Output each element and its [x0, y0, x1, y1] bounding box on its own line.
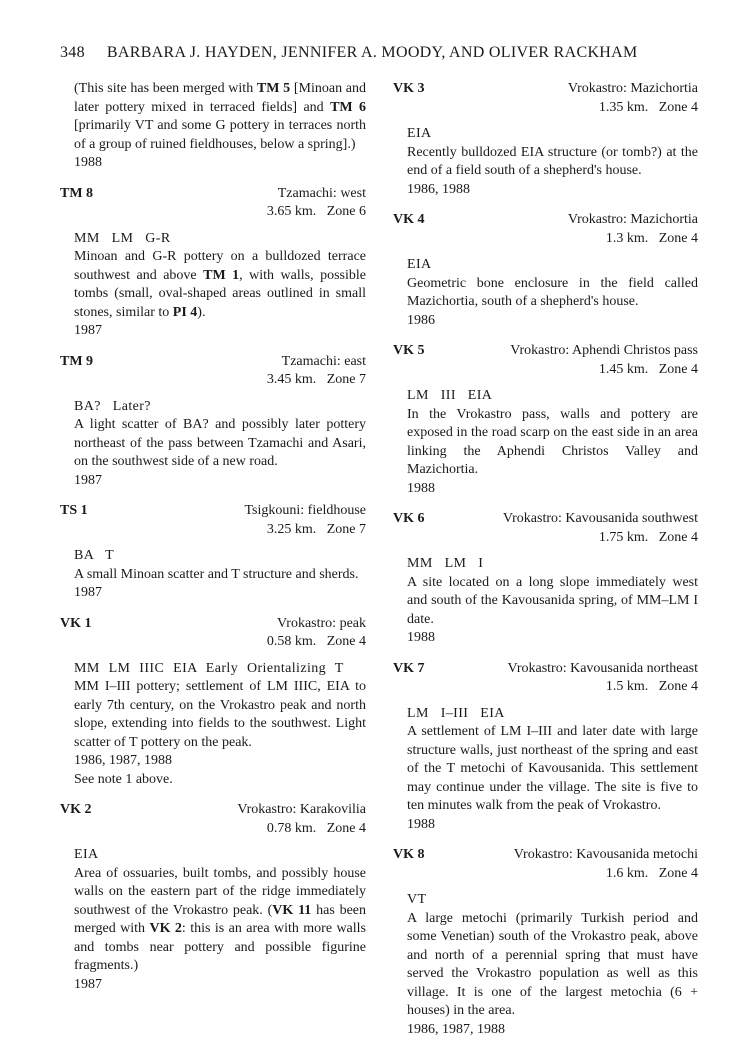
entry-body: [60, 398, 366, 491]
site-code: VK 1: [60, 615, 92, 631]
site-distance: 1.5 km. Zone 4: [605, 679, 698, 694]
site-code: TM 8: [60, 185, 94, 201]
site-entry-tm8: [60, 185, 366, 341]
site-years: 1986, 1987, 1988: [407, 1021, 505, 1037]
site-description: Recently bulldozed EIA structure (or tomb?) at the end of a field south of a shepherd's house.: [407, 144, 698, 178]
site-code: VK 7: [393, 660, 425, 676]
site-location: Tzamachi: west: [277, 185, 366, 201]
site-description: In the Vrokastro pass, walls and pottery are exposed in the road scarp on the east side in an area linking the Aphendi Christos Valley and Mazichortia.: [407, 406, 698, 477]
site-description: A site located on a long slope immediately west and south of the Kavousanida spring, of MM–LM I date.: [407, 574, 698, 627]
entry-head: [393, 660, 698, 679]
site-entry-vk8: [393, 846, 698, 1039]
site-distance: 0.78 km. Zone 4: [266, 820, 366, 836]
site-location: Vrokastro: Karakovilia: [237, 802, 366, 817]
entry-body: [393, 125, 698, 199]
site-location: Tzamachi: east: [281, 353, 366, 369]
site-entry-ts1: [60, 502, 366, 603]
site-distance: 3.65 km. Zone 6: [266, 204, 366, 219]
site-entry-vk3: [393, 80, 698, 199]
site-location: Vrokastro: Kavousanida southwest: [502, 511, 698, 526]
site-code: VK 6: [393, 511, 425, 526]
running-title: BARBARA J. HAYDEN, JENNIFER A. MOODY, AND OLIVER RACKHAM: [106, 44, 638, 61]
site-description: MM I–III pottery; settlement of LM IIIC, EIA to early 7th century, on the Vrokastro peak and north slope, extending into fields to the southwest. Light scatter of T pottery on the peak.: [74, 679, 366, 750]
site-years: 1986, 1988: [407, 181, 470, 197]
entry-head: [393, 342, 698, 361]
site-years: 1986, 1987, 1988: [74, 753, 172, 768]
site-periods: LM I–III EIA: [407, 705, 505, 721]
entry-head: [60, 502, 366, 521]
site-entry-tm9: [60, 353, 366, 491]
site-distance: 0.58 km. Zone 4: [266, 634, 366, 649]
site-entry-vk6: [393, 510, 698, 648]
site-entry-vk5: [393, 342, 698, 498]
right-column: [393, 80, 698, 1051]
site-description: A small Minoan scatter and T structure and sherds.: [74, 566, 359, 582]
site-location: Vrokastro: peak: [277, 615, 366, 631]
site-description: Area of ossuaries, built tombs, and possibly house walls on the eastern part of the ridge immediately southwest of the Vrokastro peak. (VK 11 has been merged with VK 2: this is an area with more walls and tombs near pottery and possible figurine fragments.): [74, 865, 367, 973]
intro-years: 1988: [74, 155, 102, 170]
site-periods: EIA: [407, 257, 432, 272]
site-distance: 1.35 km. Zone 4: [598, 99, 698, 115]
site-code: TS 1: [60, 503, 88, 518]
site-distance: 1.45 km. Zone 4: [598, 361, 698, 377]
entry-head: [393, 80, 698, 99]
site-distance: 3.45 km. Zone 7: [266, 372, 366, 387]
entry-head: [60, 185, 366, 204]
site-entry-vk1: [60, 615, 366, 790]
running-header: [60, 44, 710, 62]
site-periods: BA? Later?: [74, 398, 151, 414]
site-description: A large metochi (primarily Turkish period and some Venetian) south of the Vrokastro peak, above and north of a perennial spring that must have served the Vrokastro population as well as this village. It is one of the largest metochia (6 + houses) in the area.: [407, 910, 698, 1018]
site-entry-vk2: [60, 801, 366, 994]
page-number: 348: [60, 44, 85, 61]
site-location: Vrokastro: Aphendi Christos pass: [510, 343, 698, 358]
intro-text: (This site has been merged with TM 5 [Minoan and later pottery mixed in terraced fields] and TM 6 [primarily VT and some G pottery in terraces north of a group of ruined fieldhouses, below a spring].): [74, 81, 366, 152]
site-periods: EIA: [407, 126, 432, 141]
left-column: [60, 80, 366, 1006]
site-years: 1988: [407, 816, 435, 832]
site-distance: 3.25 km. Zone 7: [266, 521, 366, 537]
site-periods: MM LM I: [407, 556, 484, 571]
entry-body: [60, 230, 366, 341]
entry-head: [393, 846, 698, 865]
entry-body: [393, 705, 698, 835]
site-years: 1987: [74, 323, 102, 338]
site-entry-vk7: [393, 660, 698, 835]
site-code: VK 2: [60, 802, 92, 817]
site-years: 1987: [74, 976, 102, 992]
entry-body: [60, 547, 366, 603]
entry-body: [60, 846, 366, 994]
site-location: Vrokastro: Mazichortia: [567, 212, 698, 227]
entry-head: [393, 510, 698, 529]
site-description: A light scatter of BA? and possibly later pottery northeast of the pass between Tzamachi and Asari, on the southwest side of a new road.: [74, 417, 366, 469]
site-periods: LM III EIA: [407, 388, 493, 403]
site-location: Tsigkouni: fieldhouse: [244, 503, 366, 518]
site-periods: BA T: [74, 548, 115, 563]
site-code: VK 8: [393, 847, 425, 862]
site-periods: MM LM IIIC EIA Early Orientalizing T: [74, 660, 344, 676]
entry-head: [393, 211, 698, 230]
site-years: 1988: [407, 480, 435, 496]
entry-body: [393, 387, 698, 498]
site-location: Vrokastro: Mazichortia: [567, 81, 698, 96]
site-years: 1988: [407, 630, 435, 645]
site-periods: VT: [407, 892, 427, 907]
site-years: 1987: [74, 585, 102, 600]
site-location: Vrokastro: Kavousanida northeast: [507, 660, 698, 676]
site-distance: 1.3 km. Zone 4: [605, 230, 698, 246]
site-periods: MM LM G-R: [74, 230, 171, 246]
site-code: VK 5: [393, 343, 425, 358]
site-location: Vrokastro: Kavousanida metochi: [513, 847, 698, 862]
site-code: TM 9: [60, 353, 94, 369]
site-note: See note 1 above.: [74, 771, 173, 787]
site-description: A settlement of LM I–III and later date with large structure walls, just northeast of the spring and east of the T metochi of Kavousanida. This settlement may continue under the village. The site is five to ten minutes walk from the peak of Vrokastro.: [407, 724, 698, 813]
site-description: Geometric bone enclosure in the field called Mazichortia, south of a shepherd's house.: [407, 275, 698, 309]
entry-head: [60, 801, 366, 820]
entry-body: [393, 256, 698, 330]
entry-body: [393, 555, 698, 648]
entry-body: [60, 660, 366, 790]
site-distance: 1.75 km. Zone 4: [598, 529, 698, 545]
intro-note: [60, 80, 366, 173]
site-years: 1987: [74, 472, 102, 488]
site-entry-vk4: [393, 211, 698, 330]
site-code: VK 3: [393, 81, 425, 96]
site-distance: 1.6 km. Zone 4: [605, 865, 698, 881]
site-years: 1986: [407, 312, 435, 328]
entry-head: [60, 615, 366, 634]
site-code: VK 4: [393, 212, 425, 227]
site-periods: EIA: [74, 847, 99, 862]
entry-body: [393, 891, 698, 1039]
site-description: Minoan and G-R pottery on a bulldozed terrace southwest and above TM 1, with walls, possible tombs (small, oval-shaped areas outlined in small stones, similar to PI 4).: [74, 249, 366, 320]
entry-head: [60, 353, 366, 372]
